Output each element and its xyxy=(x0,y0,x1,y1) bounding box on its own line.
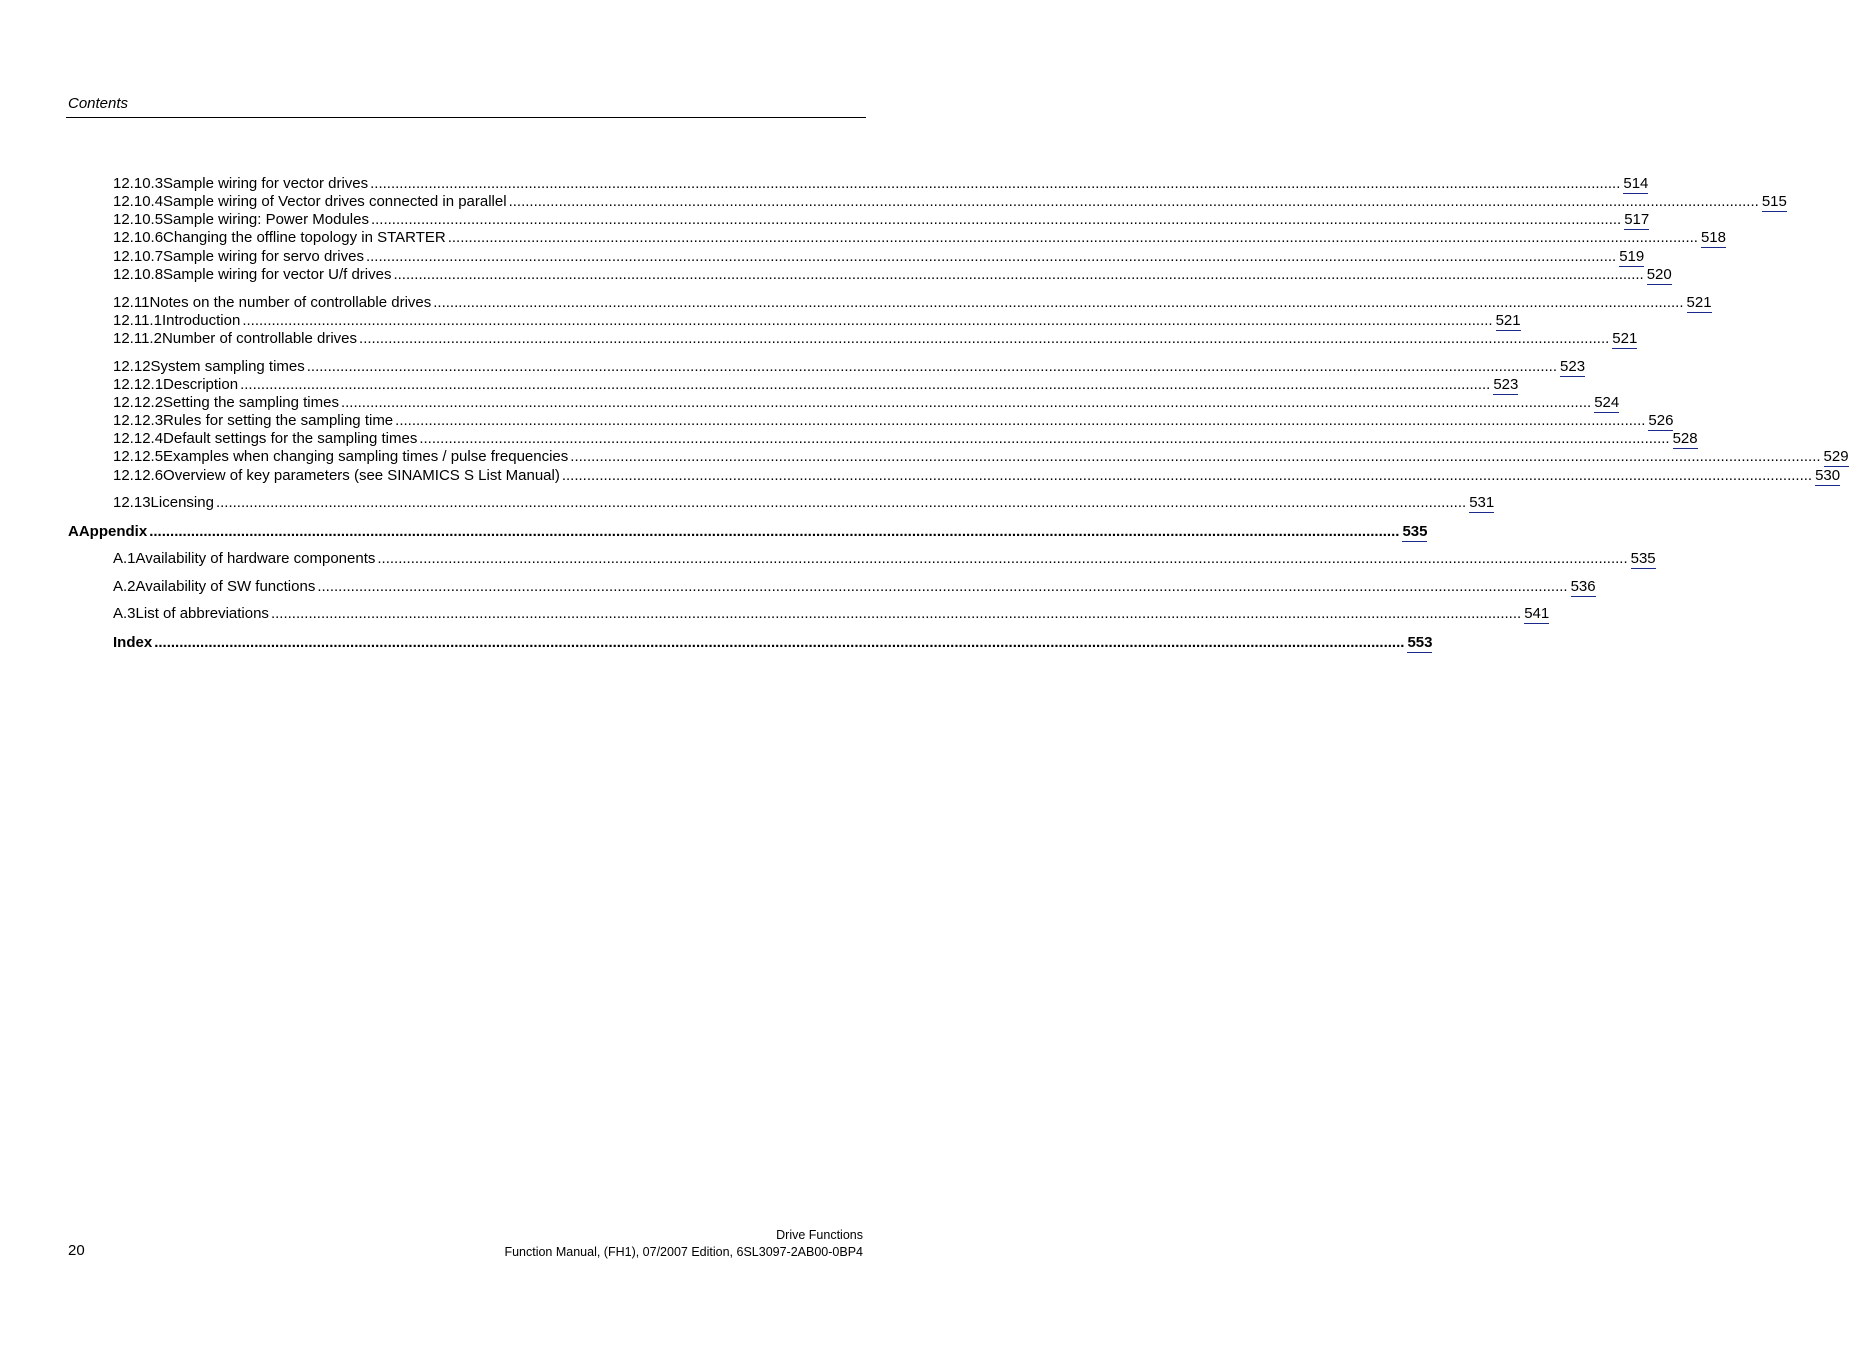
toc-entry-title: Introduction xyxy=(161,312,241,329)
dot-leader: ............................................................................................................................................................................................................................................................................................................ xyxy=(306,358,1558,375)
toc-section-number: 12.10.5 xyxy=(113,211,164,228)
dot-leader: ............................................................................................................................................................................................................................................................................................................ xyxy=(215,494,1467,511)
toc-section-number: 12.12.2 xyxy=(113,394,164,411)
toc-page-link[interactable]: 514 xyxy=(1623,175,1649,192)
toc-section-number: A.2 xyxy=(113,578,136,595)
toc-row[interactable] xyxy=(113,266,1672,284)
dot-leader: ............................................................................................................................................................................................................................................................................................................ xyxy=(242,312,1493,329)
toc-section-number: 12.12 xyxy=(113,358,151,375)
toc-page-link[interactable]: 519 xyxy=(1619,248,1645,265)
toc-entry-title: Licensing xyxy=(150,494,214,511)
toc-row[interactable] xyxy=(113,193,1787,211)
dot-leader: ............................................................................................................................................................................................................................................................................................................ xyxy=(433,294,1684,311)
toc-section-number: A.3 xyxy=(113,605,136,622)
toc-row[interactable] xyxy=(113,605,1550,623)
toc-row[interactable] xyxy=(113,312,1521,330)
toc-entry-title: Sample wiring for vector U/f drives xyxy=(163,266,392,283)
toc-section-number: 12.10.8 xyxy=(113,266,164,283)
toc-page-link[interactable]: 529 xyxy=(1823,448,1849,465)
toc-page-link[interactable]: 518 xyxy=(1700,229,1726,246)
toc-row[interactable] xyxy=(113,330,1638,348)
toc-entry-title: System sampling times xyxy=(150,358,305,375)
toc-row[interactable] xyxy=(113,394,1620,412)
header-divider xyxy=(66,117,866,118)
toc-row-chapter[interactable] xyxy=(68,523,1428,541)
dot-leader: ............................................................................................................................................................................................................................................................................................................ xyxy=(240,376,1491,393)
toc-entry-title: Examples when changing sampling times / pulse frequencies xyxy=(163,448,569,465)
dot-leader: ............................................................................................................................................................................................................................................................................................................ xyxy=(377,550,1628,567)
dot-leader: ............................................................................................................................................................................................................................................................................................................ xyxy=(359,330,1610,347)
toc-entry-title: Description xyxy=(163,376,239,393)
dot-leader: ............................................................................................................................................................................................................................................................................................................ xyxy=(270,605,1522,622)
toc-page-link[interactable]: 541 xyxy=(1524,605,1550,622)
toc-section-number: 12.11.2 xyxy=(113,330,162,347)
toc-entry-title: Sample wiring: Power Modules xyxy=(163,211,369,228)
footer-line-edition: Function Manual, (FH1), 07/2007 Edition, 6SL3097-2AB00-0BP4 xyxy=(504,1245,863,1259)
toc-row[interactable] xyxy=(113,494,1495,512)
toc-page-link[interactable]: 517 xyxy=(1624,211,1650,228)
toc-row[interactable] xyxy=(113,211,1650,229)
toc-section-number: 12.12.1 xyxy=(113,376,164,393)
toc-page-link[interactable]: 523 xyxy=(1560,358,1586,375)
toc-row[interactable] xyxy=(113,376,1519,394)
toc-page-link[interactable]: 553 xyxy=(1407,634,1433,651)
toc-section-number: 12.11.1 xyxy=(113,312,162,329)
toc-entry-title: Availability of SW functions xyxy=(135,578,316,595)
dot-leader: ............................................................................................................................................................................................................................................................................................................ xyxy=(570,448,1821,465)
toc-entry-title: Appendix xyxy=(78,523,148,540)
dot-leader: ............................................................................................................................................................................................................................................................................................................ xyxy=(508,193,1759,210)
toc-entry-title: Notes on the number of controllable drives xyxy=(149,294,432,311)
toc-entry-title: Availability of hardware components xyxy=(135,550,376,567)
toc-chapter-letter: A xyxy=(68,523,79,540)
toc-page-link[interactable]: 530 xyxy=(1815,467,1841,484)
toc-row[interactable] xyxy=(113,448,1849,466)
toc-page-link[interactable]: 521 xyxy=(1612,330,1638,347)
toc-page-link[interactable]: 531 xyxy=(1469,494,1495,511)
toc-section-number: 12.10.3 xyxy=(113,175,164,192)
dot-leader: ............................................................................................................................................................................................................................................................................................................ xyxy=(365,248,1617,265)
toc-row[interactable] xyxy=(113,358,1586,376)
toc-entry-title: List of abbreviations xyxy=(135,605,269,622)
toc-section-number: 12.12.5 xyxy=(113,448,164,465)
toc-page-link[interactable]: 536 xyxy=(1570,578,1596,595)
toc-section-number: 12.10.4 xyxy=(113,193,164,210)
toc-row[interactable] xyxy=(113,578,1596,596)
toc-entry-title: Index xyxy=(113,634,153,651)
toc-entry-title: Number of controllable drives xyxy=(161,330,358,347)
toc-entry-title: Rules for setting the sampling time xyxy=(163,412,394,429)
toc-section-number: 12.12.6 xyxy=(113,467,164,484)
dot-leader: ............................................................................................................................................................................................................................................................................................................ xyxy=(393,266,1644,283)
toc-row-index[interactable] xyxy=(113,634,1433,652)
toc-row[interactable] xyxy=(113,175,1649,193)
toc-page-link[interactable]: 521 xyxy=(1495,312,1521,329)
dot-leader: ............................................................................................................................................................................................................................................................................................................ xyxy=(154,634,1405,651)
toc-page-link[interactable]: 528 xyxy=(1672,430,1698,447)
toc-row[interactable] xyxy=(113,467,1841,485)
page-header-title: Contents xyxy=(68,95,129,112)
toc-entry-title: Overview of key parameters (see SINAMICS S List Manual) xyxy=(163,467,560,484)
toc-row[interactable] xyxy=(113,229,1726,247)
toc-entry-title: Sample wiring for vector drives xyxy=(163,175,369,192)
dot-leader: ............................................................................................................................................................................................................................................................................................................ xyxy=(370,175,1621,192)
toc-row[interactable] xyxy=(113,248,1645,266)
footer-line-title: Drive Functions xyxy=(776,1228,863,1242)
toc-section-number: 12.12.4 xyxy=(113,430,164,447)
toc-entry-title: Setting the sampling times xyxy=(163,394,339,411)
toc-section-number: A.1 xyxy=(113,550,136,567)
toc-entry-title: Changing the offline topology in STARTER xyxy=(163,229,446,246)
dot-leader: ............................................................................................................................................................................................................................................................................................................ xyxy=(149,523,1400,540)
toc-section-number: 12.10.7 xyxy=(113,248,164,265)
toc-page-link[interactable]: 535 xyxy=(1402,523,1428,540)
toc-section-number: 12.10.6 xyxy=(113,229,164,246)
toc-section-number: 12.11 xyxy=(113,294,150,311)
toc-section-number: 12.13 xyxy=(113,494,151,511)
toc-page-link[interactable]: 520 xyxy=(1646,266,1672,283)
toc-page-link[interactable]: 526 xyxy=(1648,412,1674,429)
toc-entry-title: Default settings for the sampling times xyxy=(163,430,418,447)
toc-row[interactable] xyxy=(113,412,1674,430)
dot-leader: ............................................................................................................................................................................................................................................................................................................ xyxy=(340,394,1592,411)
toc-page-link[interactable]: 521 xyxy=(1686,294,1712,311)
toc-row[interactable] xyxy=(113,430,1698,448)
toc-section-number: 12.12.3 xyxy=(113,412,164,429)
dot-leader: ............................................................................................................................................................................................................................................................................................................ xyxy=(419,430,1670,447)
footer-page-number: 20 xyxy=(68,1242,85,1259)
toc-row[interactable] xyxy=(113,550,1656,568)
toc-page-link[interactable]: 515 xyxy=(1761,193,1787,210)
toc-entry-title: Sample wiring for servo drives xyxy=(163,248,364,265)
toc-row[interactable] xyxy=(113,294,1712,312)
toc-page-link[interactable]: 535 xyxy=(1630,550,1656,567)
dot-leader: ............................................................................................................................................................................................................................................................................................................ xyxy=(317,578,1568,595)
footer-document-info xyxy=(504,1227,863,1261)
dot-leader: ............................................................................................................................................................................................................................................................................................................ xyxy=(370,211,1622,228)
dot-leader: ............................................................................................................................................................................................................................................................................................................ xyxy=(561,467,1813,484)
dot-leader: ............................................................................................................................................................................................................................................................................................................ xyxy=(395,412,1646,429)
toc-entry-title: Sample wiring of Vector drives connected in parallel xyxy=(163,193,507,210)
toc-page-link[interactable]: 524 xyxy=(1594,394,1620,411)
dot-leader: ............................................................................................................................................................................................................................................................................................................ xyxy=(447,229,1698,246)
toc-page-link[interactable]: 523 xyxy=(1493,376,1519,393)
